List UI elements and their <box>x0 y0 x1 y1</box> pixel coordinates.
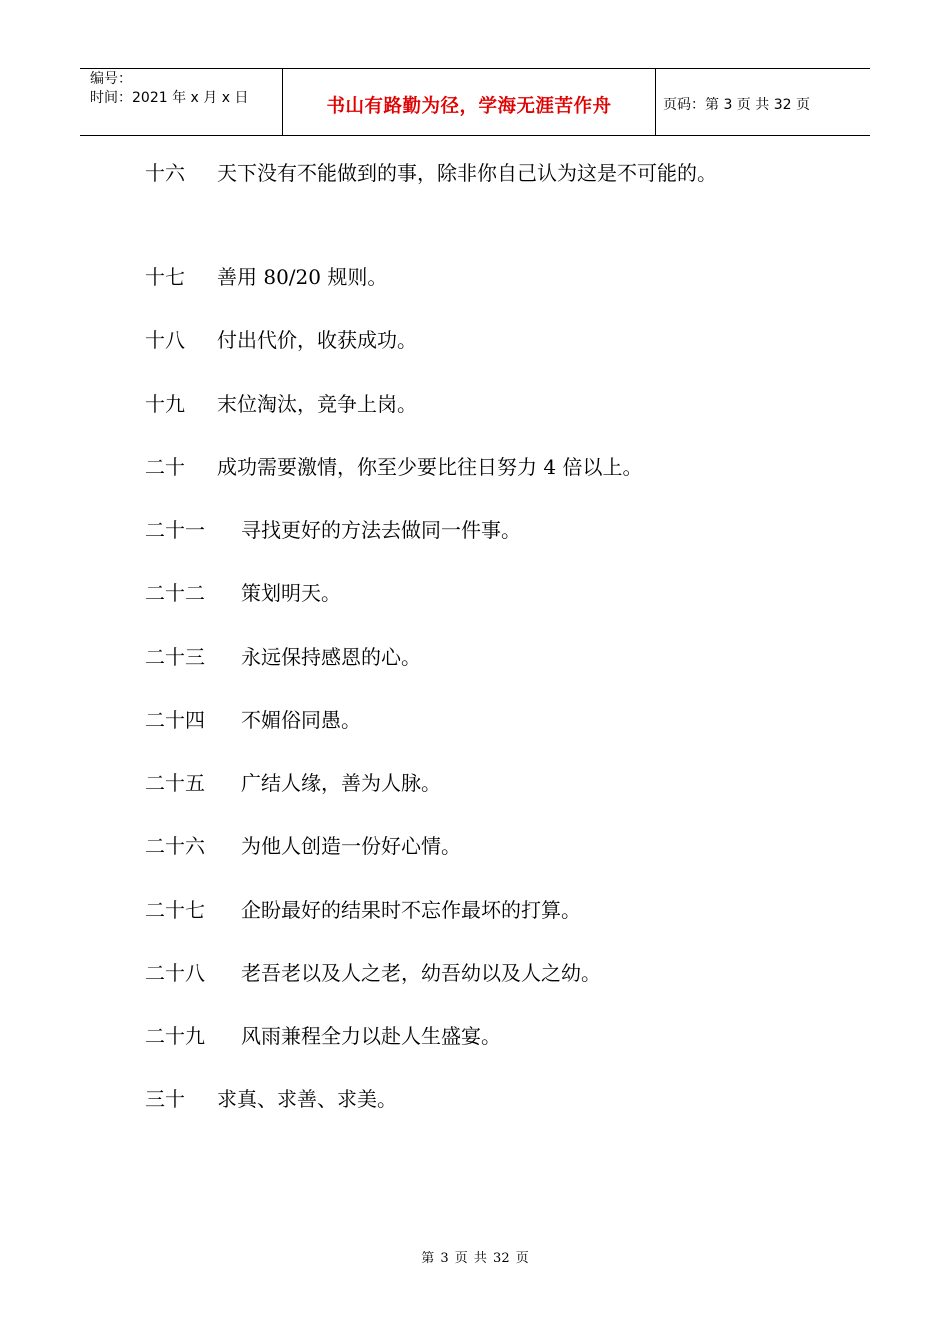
list-item <box>145 831 461 861</box>
list-item <box>145 262 387 292</box>
header-id-label: 编号： <box>90 71 132 87</box>
list-item <box>145 452 642 482</box>
list-item <box>145 158 717 188</box>
item-number: 二十三 <box>145 645 205 669</box>
item-text: 不媚俗同愚。 <box>241 708 361 732</box>
list-item <box>145 895 581 925</box>
list-item <box>145 705 361 735</box>
item-number: 十七 <box>145 265 185 289</box>
item-number: 十六 <box>145 161 185 185</box>
item-text: 善用 80/20 规则。 <box>217 265 388 289</box>
item-text: 天下没有不能做到的事，除非你自己认为这是不可能的。 <box>217 161 717 185</box>
item-number: 二十六 <box>145 834 205 858</box>
item-text: 老吾老以及人之老，幼吾幼以及人之幼。 <box>241 961 601 985</box>
item-text: 寻找更好的方法去做同一件事。 <box>241 518 521 542</box>
item-text: 广结人缘，善为人脉。 <box>241 771 441 795</box>
list-item <box>145 515 521 545</box>
item-number: 三十 <box>145 1087 185 1111</box>
item-text: 风雨兼程全力以赴人生盛宴。 <box>241 1024 501 1048</box>
list-item <box>145 642 421 672</box>
page-footer: 第 3 页 共 32 页 <box>421 1251 529 1266</box>
item-text: 企盼最好的结果时不忘作最坏的打算。 <box>241 898 581 922</box>
list-item <box>145 1021 501 1051</box>
header-date-label: 时间：2021 年 x 月 x 日 <box>90 90 249 106</box>
list-item <box>145 1084 397 1114</box>
header-top-rule <box>80 68 870 69</box>
header-page-info: 页码：第 3 页 共 32 页 <box>663 97 810 113</box>
item-text: 末位淘汰，竞争上岗。 <box>217 392 417 416</box>
item-number: 二十 <box>145 455 185 479</box>
item-number: 十九 <box>145 392 185 416</box>
item-text: 付出代价，收获成功。 <box>217 328 417 352</box>
item-number: 二十八 <box>145 961 205 985</box>
list-item <box>145 958 601 988</box>
item-number: 二十五 <box>145 771 205 795</box>
item-text: 策划明天。 <box>241 581 341 605</box>
item-text: 求真、求善、求美。 <box>217 1087 397 1111</box>
list-item <box>145 578 341 608</box>
item-number: 二十九 <box>145 1024 205 1048</box>
header-meta <box>90 70 280 108</box>
header-bottom-rule <box>80 135 870 136</box>
list-item <box>145 768 441 798</box>
header-divider-right <box>655 68 656 135</box>
item-text: 永远保持感恩的心。 <box>241 645 421 669</box>
item-number: 二十二 <box>145 581 205 605</box>
item-number: 二十四 <box>145 708 205 732</box>
item-number: 十八 <box>145 328 185 352</box>
item-number: 二十一 <box>145 518 205 542</box>
item-number: 二十七 <box>145 898 205 922</box>
header-motto: 书山有路勤为径，学海无涯苦作舟 <box>326 96 612 117</box>
list-item <box>145 325 417 355</box>
item-text: 为他人创造一份好心情。 <box>241 834 461 858</box>
list-item <box>145 389 417 419</box>
item-text: 成功需要激情，你至少要比往日努力 4 倍以上。 <box>217 455 643 479</box>
